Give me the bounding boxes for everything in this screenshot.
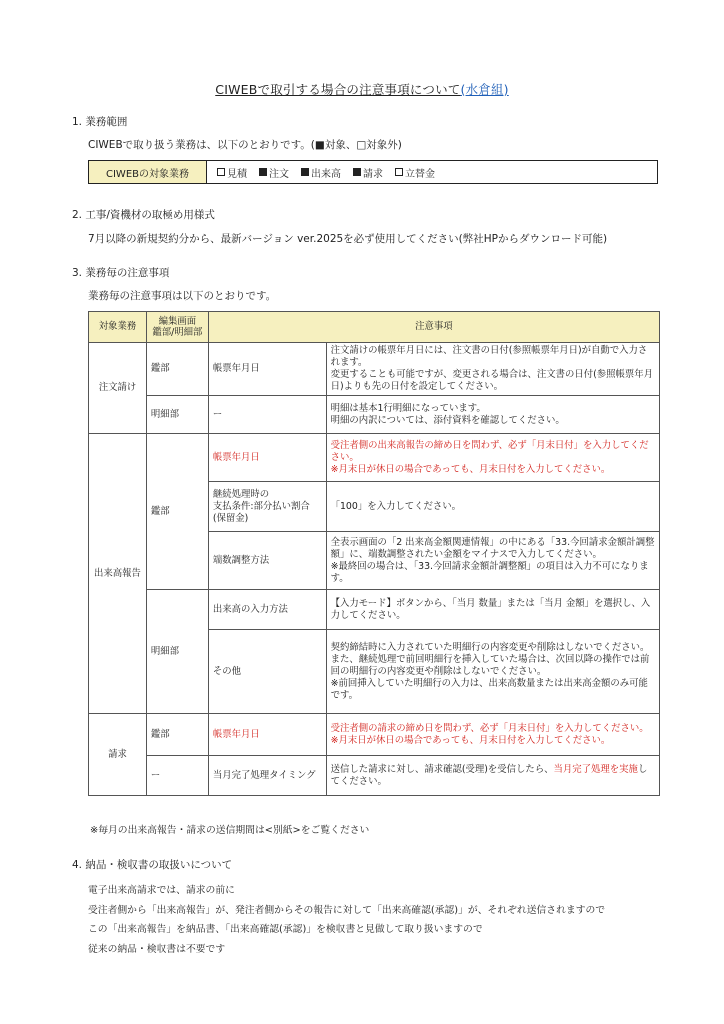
- note-cell: 明細は基本1行明細になっています。 明細の内訳については、添付資料を確認してください。: [326, 396, 659, 434]
- table-row: [89, 590, 660, 630]
- note-cell: 【入力モード】ボタンから、「当月 数量」または「当月 金額」を選択し、入力してください。: [326, 590, 659, 630]
- title-main: CIWEBで取引する場合の注意事項について: [215, 82, 461, 97]
- item-progress: 出来高: [301, 165, 341, 180]
- header-screen: 編集画面 鑑部/明細部: [146, 312, 208, 343]
- section4-line: 従来の納品・検収書は不要です: [88, 943, 226, 955]
- screen-cell: 鑑部: [146, 434, 208, 590]
- note-cell: 注文請けの帳票年月日には、注文書の日付(参照帳票年月日)が自動で入力されます。 変更することも可能ですが、変更される場合は、注文書の日付(参照帳票年月日)よりも先の日付を設定してください。: [326, 343, 659, 396]
- screen-cell: 明細部: [146, 590, 208, 714]
- title-company: (水倉組): [460, 82, 509, 97]
- screen-cell: 明細部: [146, 396, 208, 434]
- section1-intro: CIWEBで取り扱う業務は、以下のとおりです。(■対象、□対象外): [88, 139, 402, 151]
- item-cell: 帳票年月日: [208, 343, 326, 396]
- target-business-list: [207, 161, 435, 183]
- checked-box-icon: [301, 168, 309, 176]
- header-notes: 注意事項: [208, 312, 659, 343]
- table-row: [89, 396, 660, 434]
- section4-body: [88, 881, 605, 959]
- item-cell: 出来高の入力方法: [208, 590, 326, 630]
- note-cell: 全表示画面の「2 出来高金額関連情報」の中にある「33.今回請求金額計調整額」に、端数調整されたい金額をマイナスで入力してください。 ※最終回の場合は、「33.今回請求金額計調整額」の項目は入力不可になります。: [326, 532, 659, 590]
- note-cell: 受注者側の請求の締め日を問わず、必ず「月末日付」を入力してください。 ※月末日が休日の場合であっても、月末日付を入力してください。: [326, 714, 659, 756]
- table-row: [89, 714, 660, 756]
- screen-cell: 鑑部: [146, 343, 208, 396]
- item-cell: ー: [208, 396, 326, 434]
- note-cell: 契約締結時に入力されていた明細行の内容変更や削除はしないでください。 また、継続処理で前回明細行を挿入していた場合は、次回以降の操作では前回の明細行の内容変更や削除はしないでください。 ※前回挿入していた明細行の入力は、出来高数量または出来高金額のみ可能です。: [326, 630, 659, 714]
- footnote: ※毎月の出来高報告・請求の送信期間は<別紙>をご覧ください: [90, 825, 370, 836]
- table-row: [89, 343, 660, 396]
- unchecked-box-icon: [217, 168, 225, 176]
- document-title: [0, 80, 724, 98]
- section1-heading: 1. 業務範囲: [72, 116, 128, 128]
- note-cell: 「100」を入力してください。: [326, 482, 659, 532]
- table-header-row: [89, 312, 660, 343]
- section2-text: 7月以降の新規契約分から、最新バージョン ver.2025を必ず使用してください(弊社HPからダウンロード可能): [88, 233, 608, 245]
- checked-box-icon: [259, 168, 267, 176]
- section3-heading: 3. 業務毎の注意事項: [72, 267, 170, 279]
- header-task: 対象業務: [89, 312, 147, 343]
- section4-heading: 4. 納品・検収書の取扱いについて: [72, 859, 233, 871]
- item-cell: その他: [208, 630, 326, 714]
- task-progress-report: 出来高報告: [89, 434, 147, 714]
- item-cell: 当月完了処理タイミング: [208, 756, 326, 796]
- section4-line: この「出来高報告」を納品書、「出来高確認(承認)」を検収書と見做して取り扱いますので: [88, 924, 483, 935]
- notes-table: [88, 311, 660, 796]
- section4-line: 受注者側から「出来高報告」が、発注者側からその報告に対して「出来高確認(承認)」が、それぞれ送信されますので: [88, 904, 606, 916]
- item-invoice: 請求: [353, 165, 383, 180]
- table-row: [89, 434, 660, 482]
- target-business-table: [88, 160, 658, 184]
- item-estimate: 見積: [217, 165, 247, 180]
- item-cell: 帳票年月日: [208, 434, 326, 482]
- section2-heading: 2. 工事/資機材の取極め用様式: [72, 209, 215, 221]
- section3-intro: 業務毎の注意事項は以下のとおりです。: [88, 290, 277, 302]
- item-cell: 端数調整方法: [208, 532, 326, 590]
- item-advance: 立替金: [395, 165, 435, 180]
- table-row: [89, 756, 660, 796]
- task-order: 注文請け: [89, 343, 147, 434]
- unchecked-box-icon: [395, 168, 403, 176]
- checked-box-icon: [353, 168, 361, 176]
- screen-cell: 鑑部: [146, 714, 208, 756]
- note-cell: 送信した請求に対し、請求確認(受理)を受信したら、当月完了処理を実施してください。: [326, 756, 659, 796]
- item-order: 注文: [259, 165, 289, 180]
- target-business-header: CIWEBの対象業務: [89, 161, 207, 183]
- note-cell: 受注者側の出来高報告の締め日を問わず、必ず「月末日付」を入力してください。 ※月末日が休日の場合であっても、月末日付を入力してください。: [326, 434, 659, 482]
- item-cell: 帳票年月日: [208, 714, 326, 756]
- task-invoice: 請求: [89, 714, 147, 796]
- item-cell: 継続処理時の 支払条件:部分払い割合 (保留金): [208, 482, 326, 532]
- screen-cell: ー: [146, 756, 208, 796]
- section4-line: 電子出来高請求では、請求の前に: [88, 885, 235, 896]
